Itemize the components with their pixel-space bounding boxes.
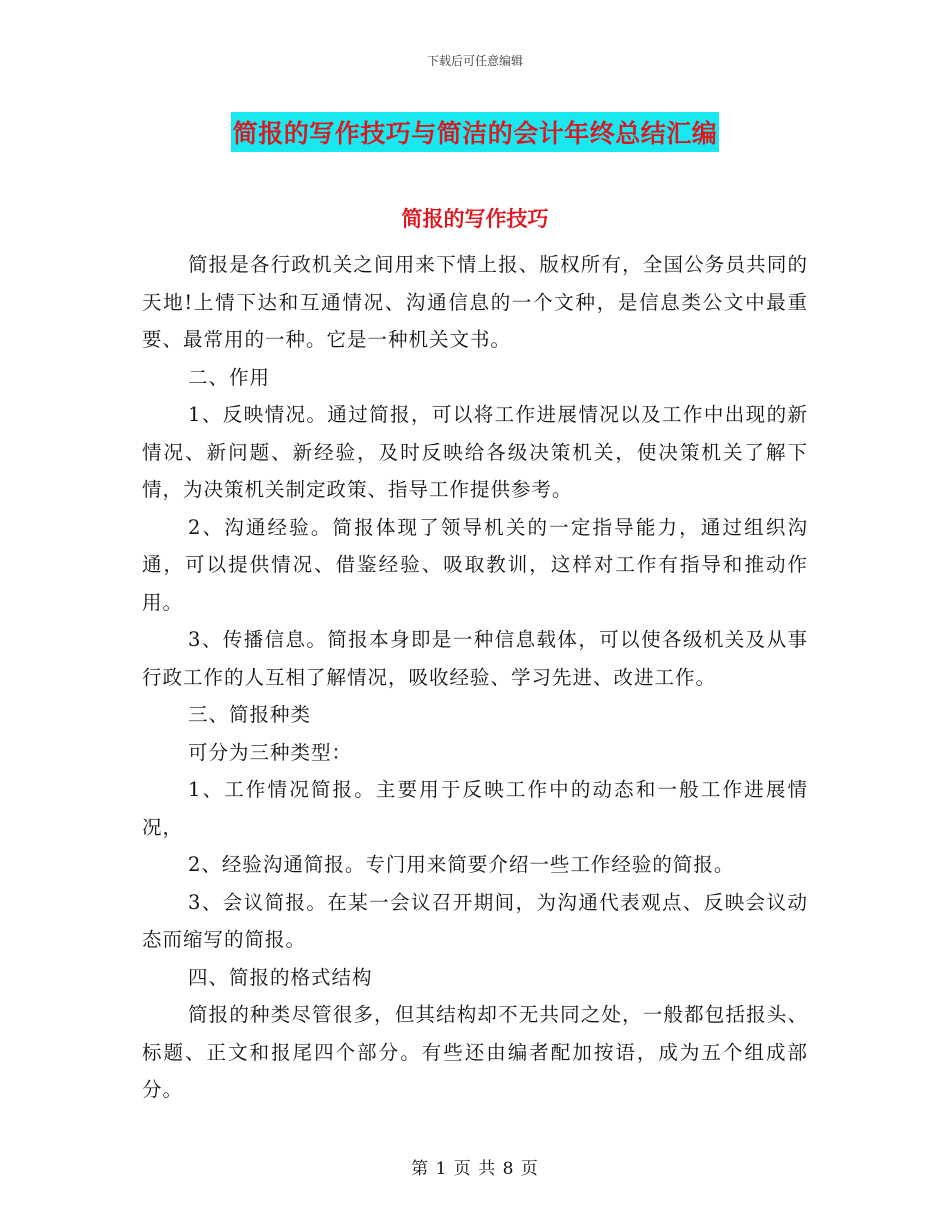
paragraph: 1、工作情况简报。主要用于反映工作中的动态和一般工作进展情况， [142, 778, 808, 839]
paragraph: 可分为三种类型： [188, 740, 353, 764]
paragraph: 二、作用 [188, 365, 271, 389]
paragraph: 三、简报种类 [188, 703, 312, 726]
document-body [142, 246, 808, 1109]
paragraph: 3、会议简报。在某一会议召开期间，为沟通代表观点、反映会议动态而缩写的简报。 [142, 890, 808, 951]
paragraph: 2、经验沟通简报。专门用来简要介绍一些工作经验的简报。 [188, 853, 735, 876]
paragraph: 四、简报的格式结构 [188, 965, 373, 989]
paragraph: 3、传播信息。简报本身即是一种信息载体，可以使各级机关及从事行政工作的人互相了解情况，吸收经验、学习先进、改进工作。 [142, 628, 808, 689]
main-title-container [0, 112, 950, 152]
paragraph: 1、反映情况。通过简报，可以将工作进展情况以及工作中出现的新情况、新问题、新经验，及时反映给各级决策机关，使决策机关了解下情，为决策机关制定政策、指导工作提供参考。 [142, 403, 808, 501]
paragraph: 2、沟通经验。简报体现了领导机关的一定指导能力，通过组织沟通，可以提供情况、借鉴经验、吸取教训，这样对工作有指导和推动作用。 [142, 515, 808, 614]
section-title: 简报的写作技巧 [401, 207, 549, 231]
paragraph: 简报是各行政机关之间用来下情上报、版权所有，全国公务员共同的天地!上情下达和互通情况、沟通信息的一个文种，是信息类公文中最重要、最常用的一种。它是一种机关文书。 [142, 253, 808, 351]
paragraph: 简报的种类尽管很多，但其结构却不无共同之处，一般都包括报头、标题、正文和报尾四个部分。有些还由编者配加按语，成为五个组成部分。 [142, 1003, 808, 1101]
page-footer: 第 1 页 共 8 页 [411, 1159, 539, 1179]
header-note: 下载后可任意编辑 [426, 54, 523, 68]
main-title: 简报的写作技巧与简洁的会计年终总结汇编 [231, 112, 720, 152]
